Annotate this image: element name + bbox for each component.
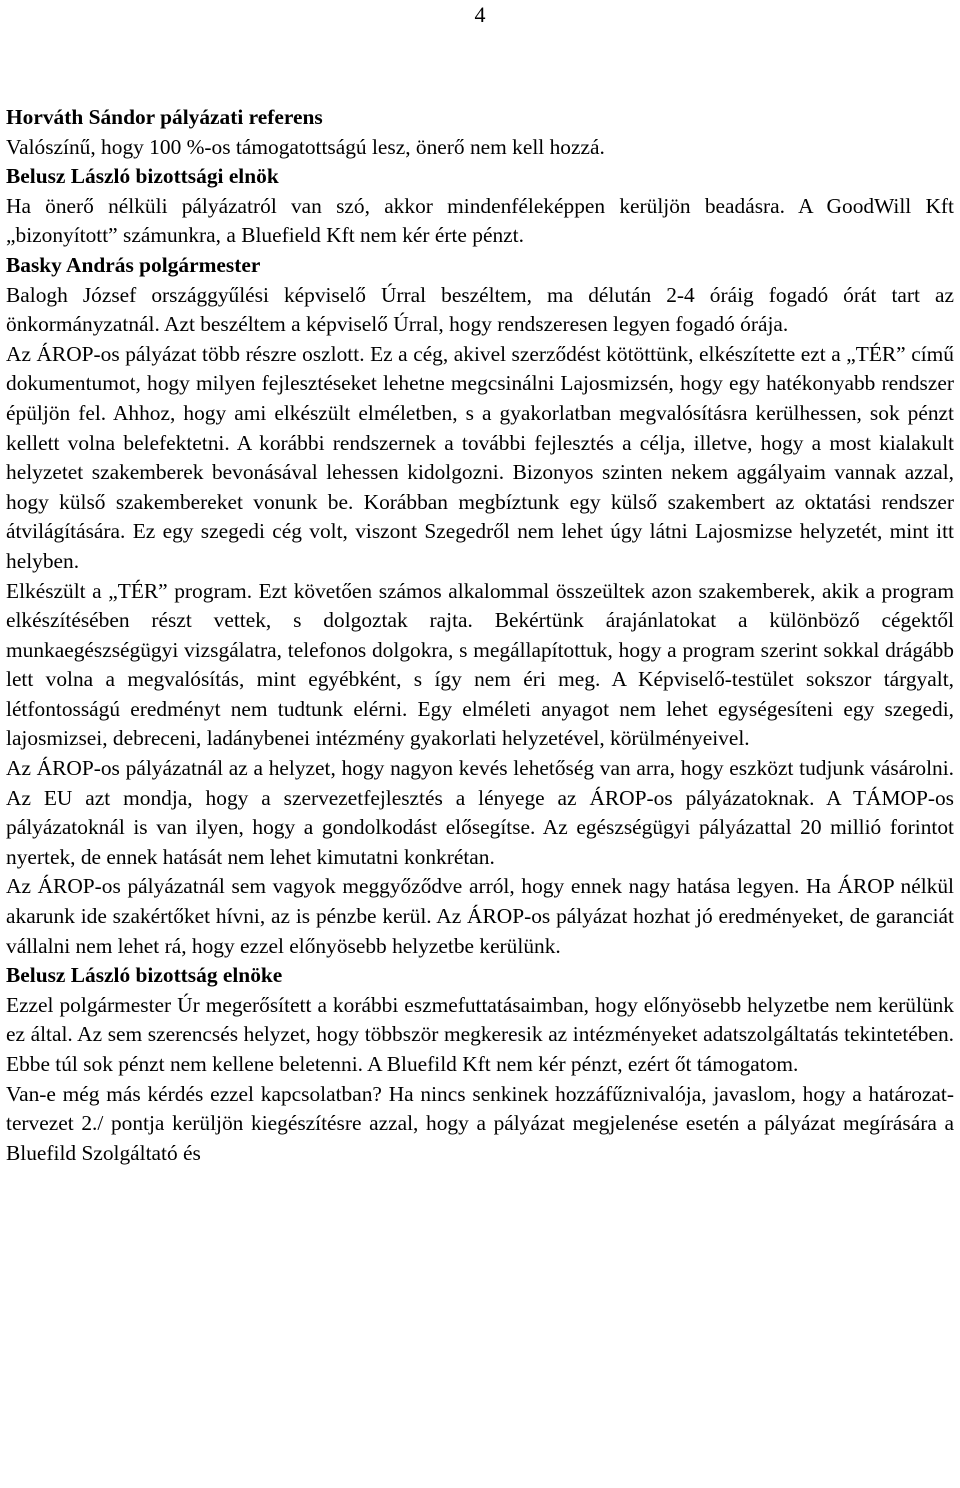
speaker-heading: Horváth Sándor pályázati referens [6, 105, 323, 129]
document-body [6, 103, 954, 1168]
paragraph: Az ÁROP-os pályázatnál sem vagyok meggyőződve arról, hogy ennek nagy hatása legyen. Ha ÁROP nélkül akarunk ide szakértőket hívni, az is pénzbe kerül. Az ÁROP-os pályázat hozhat jó eredményeket, de garanciát vállalni nem lehet rá, hogy ezzel előnyösebb helyzetbe kerülünk. [6, 874, 954, 958]
paragraph: Elkészült a „TÉR” program. Ezt követően számos alkalommal összeültek azon szakemberek, akik a program elkészítésében részt vettek, s dolgoztak rajta. Bekértünk árajánlatokat a különböző cégektől munkaegészségügyi vizsgálatra, telefonos dolgokra, s megállapítottuk, hogy a program szerint sokkal drágább lett volna a megvalósítás, mint egyébként, s így nem éri meg. A Képviselő-testület sokszor tárgyalt, létfontosságú eredményt nem tudtunk elérni. Egy elméleti anyagot nem lehet egységesíteni egy szegedi, lajosmizsei, debreceni, ladánybenei intézmény gyakorlati helyzetével, körülményeivel. [6, 578, 954, 751]
speaker-heading: Belusz László bizottság elnöke [6, 963, 283, 988]
paragraph: Van-e még más kérdés ezzel kapcsolatban? Ha nincs senkinek hozzáfűznivalója, javaslom, hogy a határozat-tervezet 2./ pontja kerüljön kiegészítésre azzal, hogy a pályázat megjelenése esetén a pályázat megírására a Bluefild Szolgáltató és [6, 1081, 954, 1165]
speaker-heading: Basky András polgármester [6, 252, 261, 277]
page-number: 4 [474, 2, 486, 27]
paragraph: Az ÁROP-os pályázat több részre oszlott. Ez a cég, akivel szerződést kötöttünk, elkészítette ezt a „TÉR” című dokumentumot, hogy milyen fejlesztéseket lehetne megcsinálni Lajosmizsén, hogy egy hatékonyabb rendszer épüljön fel. Ahhoz, hogy ami elkészült elméletben, s a gyakorlatban megvalósításra kerülhessen, sok pénzt kellett volna belefektetni. A korábbi rendszernek a további fejlesztés a célja, illetve, hogy a most kialakult helyzetet szakemberek bevonásával lehessen kidolgozni. Bizonyos szinten nekem aggályaim vannak azzal, hogy külső szakembereket vonunk be. Korábban megbíztunk egy külső szakembert az oktatási rendszer átvilágítására. Ez egy szegedi cég volt, viszont Szegedről nem lehet úgy látni Lajosmizse helyzetét, mint itt helyben. [6, 341, 954, 573]
paragraph: Balogh József országgyűlési képviselő Úrral beszéltem, ma délután 2-4 óráig fogadó órát tart az önkormányzatnál. Azt beszéltem a képviselő Úrral, hogy rendszeresen legyen fogadó órája. [6, 282, 954, 337]
paragraph: Ezzel polgármester Úr megerősített a korábbi eszmefuttatásaimban, hogy előnyösebb helyzetbe nem kerülünk ez által. Az sem szerencsés helyzet, hogy többször megkeresik az intézményeket adatszolgáltatás tekintetében. Ebbe túl sok pénzt nem kellene beletenni. A Bluefild Kft nem kér pénzt, ezért őt támogatom. [6, 992, 954, 1076]
speaker-heading: Belusz László bizottsági elnök [6, 164, 279, 189]
paragraph: Valószínű, hogy 100 %-os támogatottságú lesz, önerő nem kell hozzá. [6, 134, 605, 159]
paragraph: Ha önerő nélküli pályázatról van szó, akkor mindenféleképpen kerüljön beadásra. A GoodWill Kft „bizonyított” számunkra, a Bluefield Kft nem kér érte pénzt. [6, 193, 954, 248]
paragraph: Az ÁROP-os pályázatnál az a helyzet, hogy nagyon kevés lehetőség van arra, hogy eszközt tudjunk vásárolni. Az EU azt mondja, hogy a szervezetfejlesztés a lényege az ÁROP-os pályázatoknak. A TÁMOP-os pályázatoknál is van ilyen, hogy a gondolkodást elősegítse. Az egészségügyi pályázattal 20 millió forintot nyertek, de ennek hatását nem lehet kimutatni konkrétan. [6, 756, 954, 869]
